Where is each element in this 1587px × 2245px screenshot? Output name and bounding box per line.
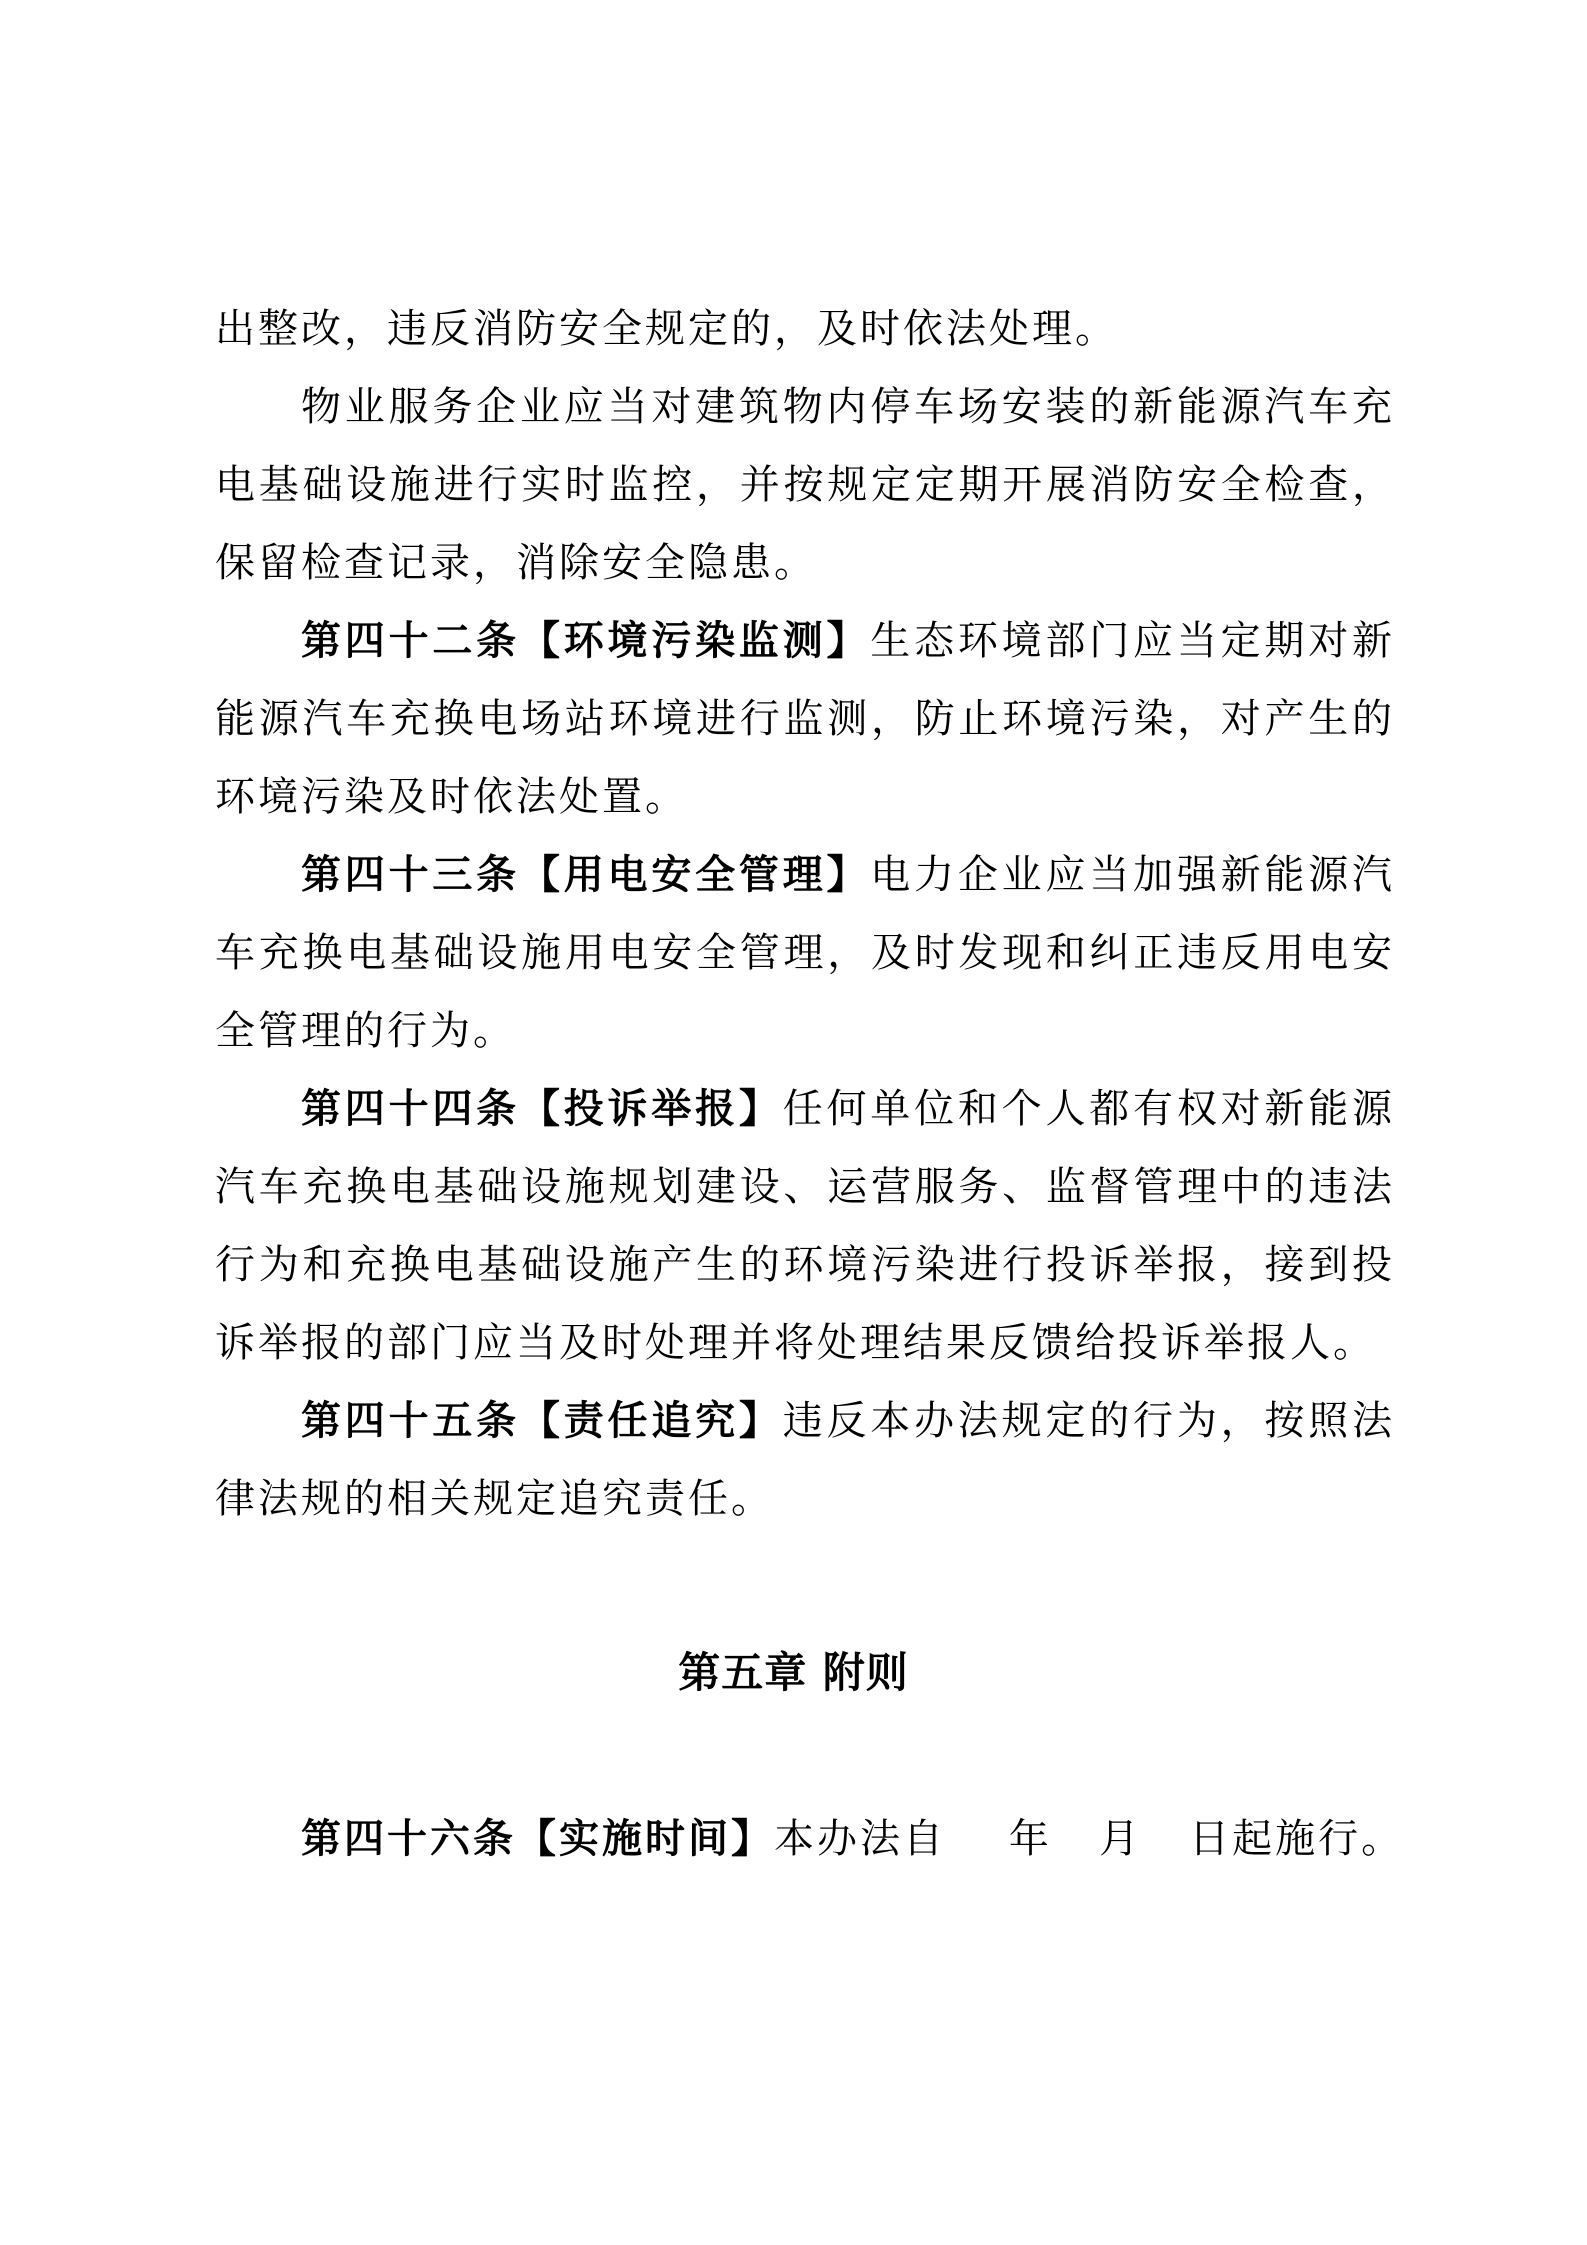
article-43 (215, 836, 1395, 1070)
article-42 (215, 602, 1395, 836)
property-service-paragraph: 物业服务企业应当对建筑物内停车场安装的新能源汽车充电基础设施进行实时监控，并按规定定期开展消防安全检查，保留检查记录，消除安全隐患。 (215, 384, 1395, 586)
article-42-body: 生态环境部门应当定期对新能源汽车充换电场站环境进行监测，防止环境污染，对产生的环境污染及时依法处置。 (215, 618, 1396, 820)
article-46-body: 本办法自 年 月 日起施行。 (774, 1816, 1405, 1862)
body-text (215, 290, 1395, 1538)
article-45-heading: 第四十五条【责任追究】 (301, 1398, 783, 1444)
article-43-body: 电力企业应当加强新能源汽车充换电基础设施用电安全管理，及时发现和纠正违反用电安全管理的行为。 (215, 852, 1396, 1054)
continuation-paragraph: 出整改，违反消防安全规定的，及时依法处理。 (215, 306, 1118, 352)
article-44 (215, 1070, 1395, 1382)
article-45 (215, 1382, 1395, 1538)
article-45-body: 违反本办法规定的行为，按照法律法规的相关规定追究责任。 (215, 1398, 1396, 1522)
article-44-body: 任何单位和个人都有权对新能源汽车充换电基础设施规划建设、运营服务、监督管理中的违法行为和充换电基础设施产生的环境污染进行投诉举报，接到投诉举报的部门应当及时处理并将处理结果反馈给投诉举报人。 (215, 1086, 1396, 1366)
article-43-heading: 第四十三条【用电安全管理】 (301, 852, 871, 898)
article-46-heading: 第四十六条【实施时间】 (301, 1816, 774, 1862)
article-46 (301, 1800, 1404, 1878)
article-42-heading: 第四十二条【环境污染监测】 (301, 618, 871, 664)
article-44-heading: 第四十四条【投诉举报】 (301, 1086, 783, 1132)
chapter-title: 第五章 附则 (678, 1648, 909, 1697)
